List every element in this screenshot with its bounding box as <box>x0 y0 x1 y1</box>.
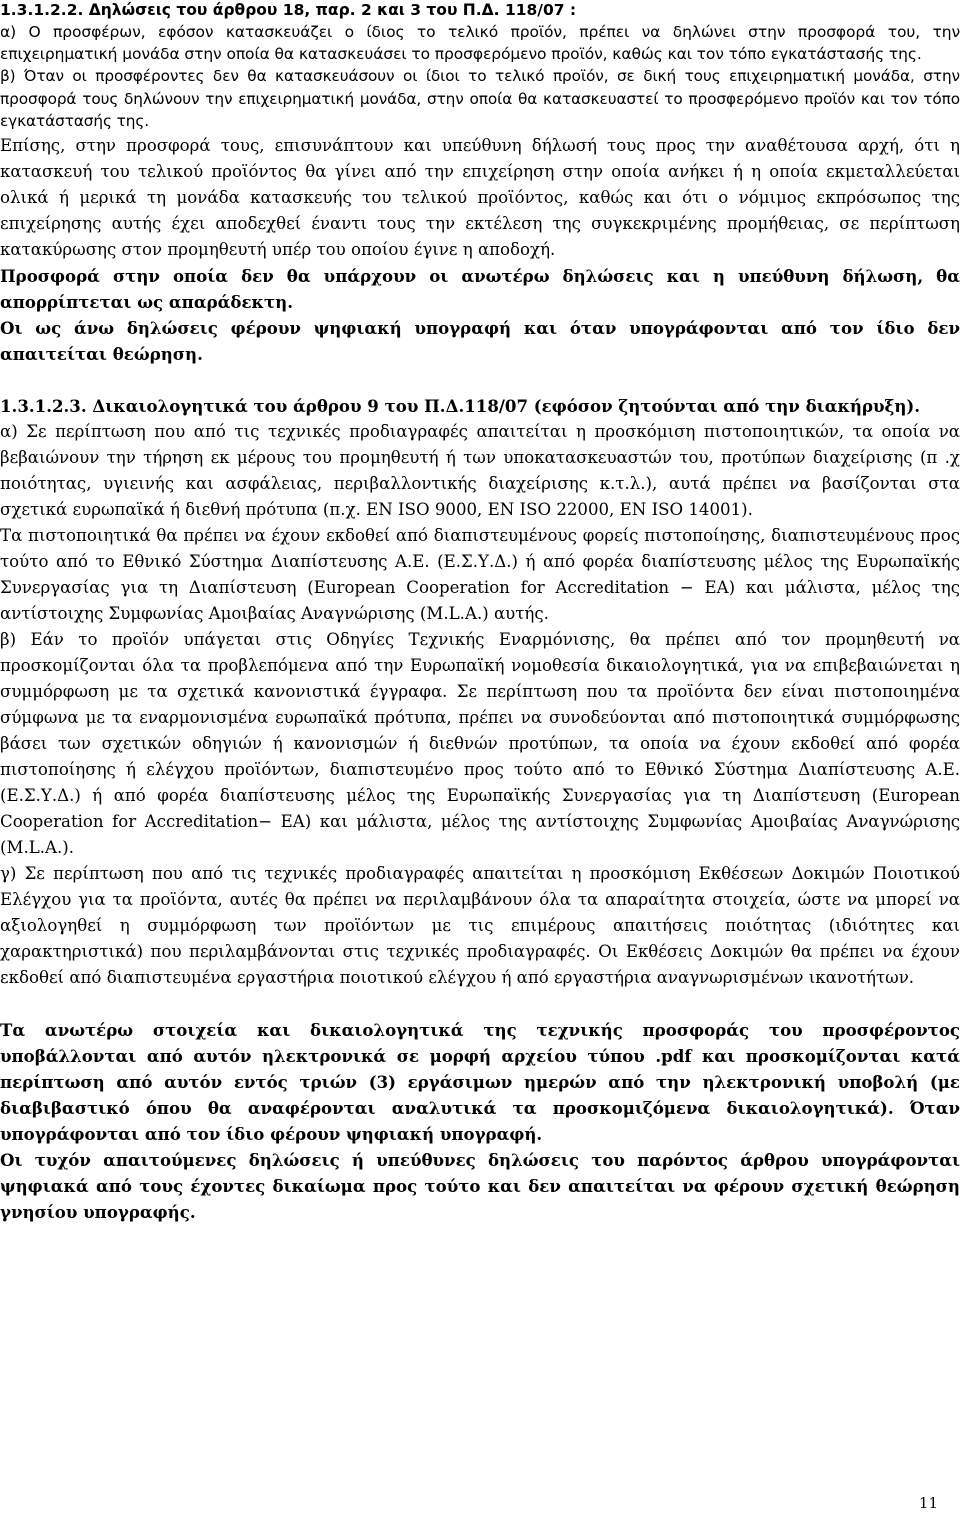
paragraph-a-manufacturer: α) Ο προσφέρων, εφόσον κατασκευάζει ο ίδιος το τελικό προϊόν, πρέπει να δηλώνει στην προσφορά του, την επιχειρηματική μονάδα στην οποία θα κατασκευάσει το προσφερόμενο προϊόν, καθώς και τον τόπο εγκατάστασής της. <box>0 23 960 63</box>
paragraph-b-third-party-manufacturer: β) Όταν οι προσφέροντες δεν θα κατασκευάσουν οι ίδιοι το τελικό προϊόν, σε δική τους επιχειρηματική μονάδα, στην προσφορά τους δηλώνουν την επιχειρηματική μονάδα, στην οποία θα κατασκευαστεί το προσφερόμενο προϊόν και τον τόπο εγκατάστασής της. <box>0 67 960 130</box>
section-heading-1-3-1-2-3: 1.3.1.2.3. Δικαιολογητικά του άρθρου 9 του Π.Δ.118/07 (εφόσον ζητούνται από την διακήρυξη). <box>0 395 921 416</box>
paragraph-a-certificates: α) Σε περίπτωση που από τις τεχνικές προδιαγραφές απαιτείται η προσκόμιση πιστοποιητικών, τα οποία να βεβαιώνουν την τήρηση εκ μέρους του προμηθευτή ή των υποκατασκευαστών του, προτύπων διαχείρισης (π .χ ποιότητας, υγιεινής και ασφάλειας, περιβαλλοντικής διαχείρισης κ.τ.λ.), αυτά πρέπει να βασίζονται στα σχετικά ευρωπαϊκά ή διεθνή πρότυπα (π.χ. EN ISO 9000, EN ISO 22000, EN ISO 14001). <box>0 421 960 519</box>
submission-notice: Τα ανωτέρω στοιχεία και δικαιολογητικά της τεχνικής προσφοράς του προσφέροντος υποβάλλονται από αυτόν ηλεκτρονικά σε μορφή αρχείου τύπου .pdf και προσκομίζονται κατά περίπτωση από αυτόν εντός τριών (3) εργάσιμων ημερών από την ηλεκτρονική υποβολή (με διαβιβαστικό όπου θα αναφέρονται αναλυτικά τα προσκομιζόμενα δικαιολογητικά). Όταν υπογράφονται από τον ίδιο φέρουν ψηφιακή υπογραφή. <box>0 1019 960 1144</box>
paragraph-b-harmonisation: β) Εάν το προϊόν υπάγεται στις Οδηγίες Τεχνικής Εναρμόνισης, θα πρέπει από τον προμηθευτή να προσκομίζονται όλα τα προβλεπόμενα από την Ευρωπαϊκή νομοθεσία δικαιολογητικά, για να επιβεβαιώνεται η συμμόρφωση με τα σχετικά κανονιστικά έγγραφα. Σε περίπτωση που τα προϊόντα δεν είναι πιστοποιημένα σύμφωνα με τα εναρμονισμένα ευρωπαϊκά πρότυπα, πρέπει να συνοδεύονται από πιστοποιητικά συμμόρφωσης βάσει των σχετικών οδηγιών ή κανονισμών ή διεθνών προτύπων, τα οποία να έχουν εκδοθεί από φορέα πιστοποίησης ή ελέγχου προϊόντων, διαπιστευμένο προς τούτο από το Εθνικό Σύστημα Διαπίστευσης Α.Ε. (Ε.Σ.Υ.Δ.) ή από φορέα διαπίστευσης μέλος της Ευρωπαϊκής Συνεργασίας για τη Διαπίστευση (European Cooperation for Accreditation− EA) και μάλιστα, μέλος της αντίστοιχης Συμφωνίας Αμοιβαίας Αναγνώρισης (M.L.A.). <box>0 629 960 857</box>
paragraph-solemn-declaration: Επίσης, στην προσφορά τους, επισυνάπτουν και υπεύθυνη δήλωσή τους προς την αναθέτουσα αρχή, ότι η κατασκευή του τελικού προϊόντος θα γίνει από την επιχείρηση στην οποία ανήκει ή η οποία εκμεταλλεύεται ολικά ή μερικά τη μονάδα κατασκευής του τελικού προϊόντος, καθώς και ότι ο νόμιμος εκπρόσωπος της επιχείρησης αυτής έχει αποδεχθεί έναντι τους την εκτέλεση της συγκεκριμένης προμήθειας, σε περίπτωση κατακύρωσης στον προμηθευτή υπέρ του οποίου έγινε η αποδοχή. <box>0 135 960 259</box>
declarations-signature-notice: Οι τυχόν απαιτούμενες δηλώσεις ή υπεύθυνες δηλώσεις του παρόντος άρθρου υπογράφονται ψηφιακά από τους έχοντες δικαίωμα προς τούτο και δεν απαιτείται να φέρουν σχετική θεώρηση γνησίου υπογραφής. <box>0 1149 960 1222</box>
section-heading-1-3-1-2-2: 1.3.1.2.2. Δηλώσεις του άρθρου 18, παρ. 2 και 3 του Π.Δ. 118/07 : <box>0 1 577 19</box>
digital-signature-notice: Οι ως άνω δηλώσεις φέρουν ψηφιακή υπογραφή και όταν υπογράφονται από τον ίδιο δεν απαιτείται θεώρηση. <box>0 317 960 364</box>
paragraph-c-test-reports: γ) Σε περίπτωση που από τις τεχνικές προδιαγραφές απαιτείται η προσκόμιση Εκθέσεων Δοκιμών Ποιοτικού Ελέγχου για τα προϊόντα, αυτές θα πρέπει να περιλαμβάνουν όλα τα απαραίτητα στοιχεία, ώστε να μπορεί να αξιολογηθεί η συμμόρφωση των προϊόντων με τις επιμέρους απαιτήσεις ποιότητας (ιδιότητες και χαρακτηριστικά) που περιλαμβάνονται στις τεχνικές προδιαγραφές. Οι Εκθέσεις Δοκιμών θα πρέπει να έχουν εκδοθεί από διαπιστευμένα εργαστήρια ποιοτικού ελέγχου ή από εργαστήρια αναγνωρισμένων ικανοτήτων. <box>0 863 960 987</box>
spacer <box>0 367 960 393</box>
paragraph-accreditation: Τα πιστοποιητικά θα πρέπει να έχουν εκδοθεί από διαπιστευμένους φορείς πιστοποίησης, διαπιστευμένους προς τούτο από το Εθνικό Σύστημα Διαπίστευσης Α.Ε. (Ε.Σ.Υ.Δ.) ή από φορέα διαπίστευσης μέλος της Ευρωπαϊκής Συνεργασίας για τη Διαπίστευση (European Cooperation for Accreditation − EA) και μάλιστα, μέλος της αντίστοιχης Συμφωνίας Αμοιβαίας Αναγνώρισης (M.L.A.) αυτής. <box>0 525 960 623</box>
rejection-notice: Προσφορά στην οποία δεν θα υπάρχουν οι ανωτέρω δηλώσεις και η υπεύθυνη δήλωση, θα απορρίπτεται ως απαράδεκτη. <box>0 265 960 312</box>
page-number: 11 <box>918 1494 938 1512</box>
spacer <box>0 991 960 1017</box>
